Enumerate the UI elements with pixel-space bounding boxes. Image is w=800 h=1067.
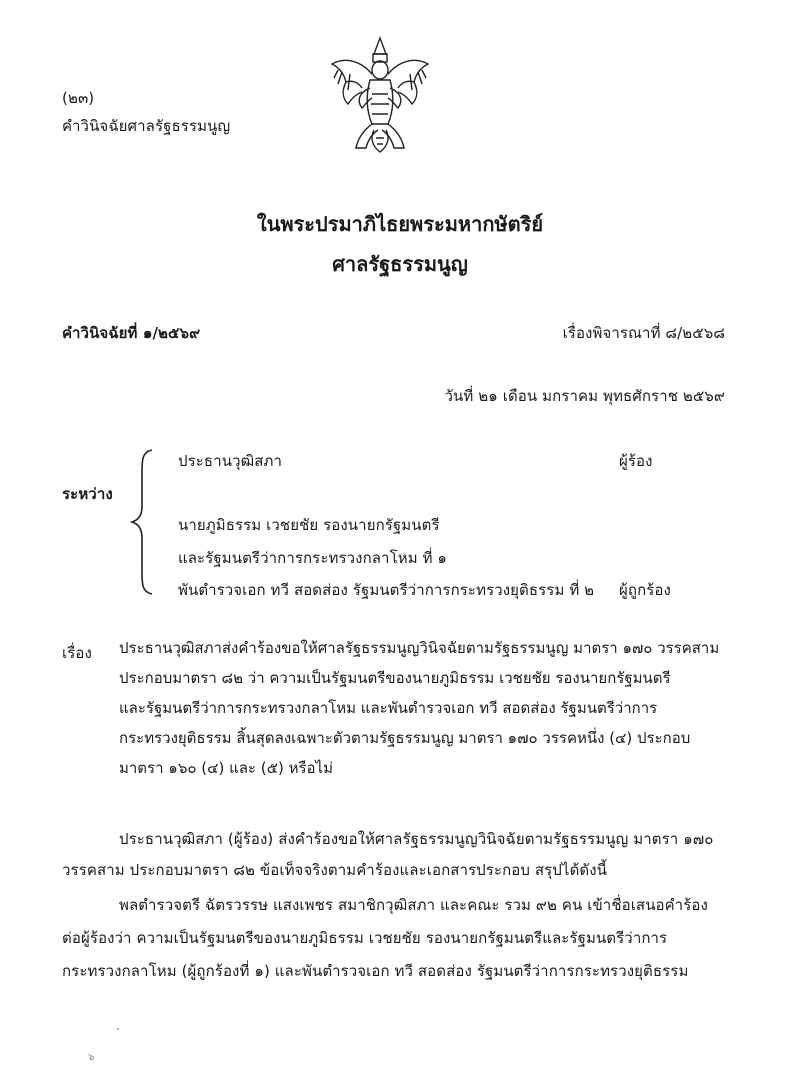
body-line: กระทรวงกลาโหม (ผู้ถูกร้องที่ ๑) และพันตำรวจเอก ทวี สอดส่อง รัฐมนตรีว่าการกระทรวงยุติธรรม (62, 962, 689, 980)
case-number: เรื่องพิจารณาที่ ๘/๒๕๖๘ (562, 324, 725, 342)
subject-line: ประธานวุฒิสภาส่งคำร้องขอให้ศาลรัฐธรรมนูญวินิจฉัยตามรัฐธรรมนูญ มาตรา ๑๗๐ วรรคสาม (119, 639, 720, 657)
footer-mark: ๖ (88, 1052, 95, 1063)
respondent-line: นายภูมิธรรม เวชยชัย รองนายกรัฐมนตรี (178, 516, 440, 534)
document-number: (๒๓) (62, 89, 95, 107)
scan-speck (117, 1028, 119, 1030)
subject-line: มาตรา ๑๖๐ (๔) และ (๕) หรือไม่ (119, 759, 333, 777)
subject-text (119, 633, 719, 783)
ruling-date: วันที่ ๒๑ เดือน มกราคม พุทธศักราช ๒๕๖๙ (444, 387, 725, 405)
petitioner-name: ประธานวุฒิสภา (178, 452, 283, 470)
curly-brace-icon (130, 448, 156, 600)
subject-line: ประกอบมาตรา ๘๒ ว่า ความเป็นรัฐมนตรีของนายภูมิธรรม เวชยชัย รองนายกรัฐมนตรี (119, 669, 671, 687)
garuda-emblem-icon (326, 34, 434, 156)
body-line: วรรคสาม ประกอบมาตรา ๘๒ ข้อเท็จจริงตามคำร้องและเอกสารประกอบ สรุปได้ดังนี้ (62, 861, 608, 879)
respondent-line: และรัฐมนตรีว่าการกระทรวงกลาโหม ที่ ๑ (178, 549, 448, 567)
subject-line: กระทรวงยุติธรรม สิ้นสุดลงเฉพาะตัวตามรัฐธรรมนูญ มาตรา ๑๗๐ วรรคหนึ่ง (๔) ประกอบ (119, 729, 691, 747)
respondent-line: พันตำรวจเอก ทวี สอดส่อง รัฐมนตรีว่าการกระทรวงยุติธรรม ที่ ๒ (178, 581, 595, 599)
between-label: ระหว่าง (62, 485, 113, 503)
subject-line: และรัฐมนตรีว่าการกระทรวงกลาโหม และพันตำรวจเอก ทวี สอดส่อง รัฐมนตรีว่าการ (119, 699, 658, 717)
subject-label: เรื่อง (62, 644, 92, 662)
respondent-role: ผู้ถูกร้อง (619, 581, 671, 599)
body-line: ประธานวุฒิสภา (ผู้ร้อง) ส่งคำร้องขอให้ศาลรัฐธรรมนูญวินิจฉัยตามรัฐธรรมนูญ มาตรา ๑๗๐ (119, 830, 714, 848)
ruling-number: คำวินิจฉัยที่ ๑/๒๕๖๙ (62, 324, 201, 342)
petitioner-role: ผู้ร้อง (619, 452, 653, 470)
body-line: พลตำรวจตรี ฉัตรวรรษ แสงเพชร สมาชิกวุฒิสภา และคณะ รวม ๙๒ คน เข้าชื่อเสนอคำร้อง (119, 896, 708, 914)
document-type: คำวินิจฉัยศาลรัฐธรรมนูญ (62, 117, 231, 135)
body-line: ต่อผู้ร้องว่า ความเป็นรัฐมนตรีของนายภูมิธรรม เวชยชัย รองนายกรัฐมนตรีและรัฐมนตรีว่าการ (62, 929, 668, 947)
title-line-2: ศาลรัฐธรรมนูญ (332, 252, 468, 276)
title-line-1: ในพระปรมาภิไธยพระมหากษัตริย์ (256, 212, 544, 236)
